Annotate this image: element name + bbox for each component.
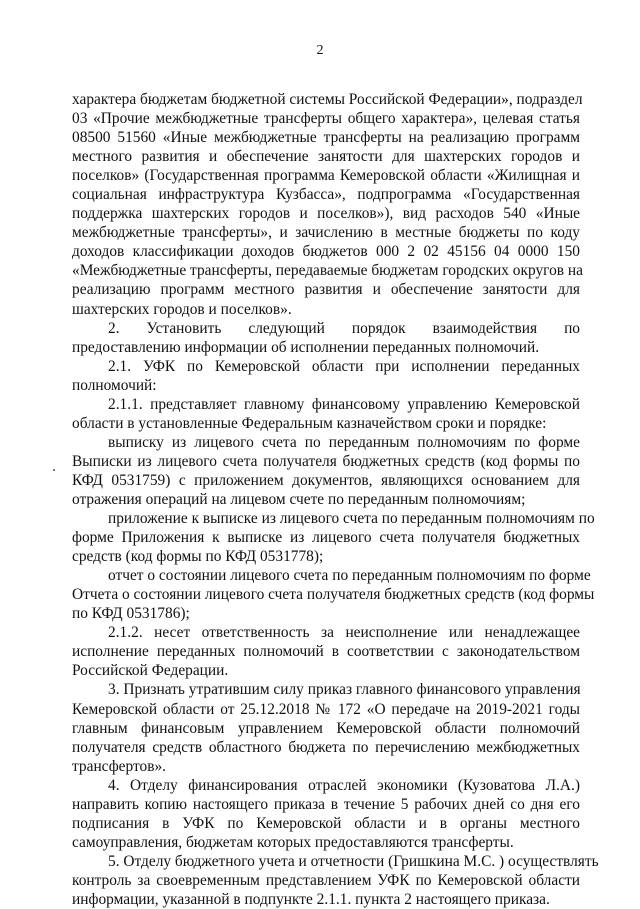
section-3-heading: 3. Признать утратившим силу приказ главного финансового управления [108, 681, 581, 699]
list-item-statement: выписку из лицевого счета по переданным полномочиям по форме [108, 433, 580, 451]
text-line: по КФД 0531786); [72, 605, 190, 623]
text-line: форме Приложения к выписке из лицевого счета получателя бюджетных [72, 529, 580, 547]
section-2-1-heading: 2.1. УФК по Кемеровской области при исполнении переданных [108, 357, 580, 375]
text-line: предоставлению информации об исполнении переданных полномочий. [72, 338, 540, 356]
text-line: реализацию программ местного развития и обеспечение занятости для [72, 281, 580, 299]
section-5-heading: 5. Отделу бюджетного учета и отчетности (Гришкина М.С. ) осуществлять [108, 852, 599, 870]
text-line: Отчета о состоянии лицевого счета получателя бюджетных средств (код формы [72, 586, 595, 604]
text-line: «Межбюджетные трансферты, передаваемые бюджетам городских округов на [72, 262, 583, 280]
list-item-appendix: приложение к выписке из лицевого счета по переданным полномочиям по [108, 510, 595, 528]
text-line: трансфертов». [72, 757, 167, 775]
scan-speck [53, 469, 55, 471]
section-2-1-1-heading: 2.1.1. представляет главному финансовому управлению Кемеровской [108, 395, 580, 413]
text-line: КФД 0531759) с приложением документов, являющихся основанием для [72, 471, 580, 489]
text-line: Выписки из лицевого счета получателя бюджетных средств (код формы по [72, 452, 580, 470]
text-line: направить копию настоящего приказа в течение 5 рабочих дней со дня его [72, 795, 580, 813]
text-line: информации, указанной в подпункте 2.1.1. пункта 2 настоящего приказа. [72, 890, 550, 908]
text-line: средств (код формы по КФД 0531778); [72, 548, 324, 566]
text-line: Кемеровской области от 25.12.2018 № 172 «О передаче на 2019-2021 годы [72, 700, 580, 718]
text-line: поселков» (Государственная программа Кемеровской области «Жилищная и [72, 167, 580, 185]
text-line: области в установленные Федеральным казначейством сроки и порядке: [72, 414, 547, 432]
text-line: главным финансовым управлением Кемеровской области полномочий [72, 719, 580, 737]
text-line: доходов классификации доходов бюджетов 000 2 02 45156 04 0000 150 [72, 243, 580, 261]
document-body [72, 90, 599, 909]
text-line: характера бюджетам бюджетной системы Российской Федерации», подраздел [72, 91, 583, 108]
text-line: поддержка шахтерских городов и поселков»), вид расходов 540 «Иные [72, 205, 580, 223]
text-line: подписания в УФК по Кемеровской области и в органы местного [72, 814, 580, 832]
text-line: Российской Федерации. [72, 662, 229, 680]
text-line: 08500 51560 «Иные межбюджетные трансферты на реализацию программ [72, 129, 580, 147]
section-2-heading: 2. Установить следующий порядок взаимодействия по [108, 319, 580, 337]
text-line: шахтерских городов и поселков». [72, 300, 292, 318]
text-line: социальная инфраструктура Кузбасса», подпрограмма «Государственная [72, 186, 580, 204]
text-line: полномочий: [72, 376, 157, 394]
section-4-heading: 4. Отделу финансирования отраслей экономики (Кузоватова Л.А.) [108, 776, 580, 794]
list-item-report: отчет о состоянии лицевого счета по переданным полномочиям по форме [108, 567, 591, 585]
text-line: межбюджетные трансферты», и зачислению в местные бюджеты по коду [72, 224, 580, 242]
text-line: самоуправления, бюджетам которых предоставляются трансферты. [72, 833, 514, 851]
page-number: 2 [316, 43, 324, 58]
section-2-1-2-heading: 2.1.2. несет ответственность за неисполнение или ненадлежащее [108, 624, 580, 642]
text-line: отражения операций на лицевом счете по переданным полномочиям; [72, 490, 526, 508]
text-line: исполнение переданных полномочий в соответствии с законодательством [72, 643, 580, 661]
text-line: контроль за своевременным представлением УФК по Кемеровской области [72, 871, 580, 889]
text-line: местного развития и обеспечение занятости для шахтерских городов и [72, 148, 580, 166]
text-line: 03 «Прочие межбюджетные трансферты общего характера», целевая статья [72, 110, 580, 128]
text-line: получателя средств областного бюджета по перечислению межбюджетных [72, 738, 580, 756]
